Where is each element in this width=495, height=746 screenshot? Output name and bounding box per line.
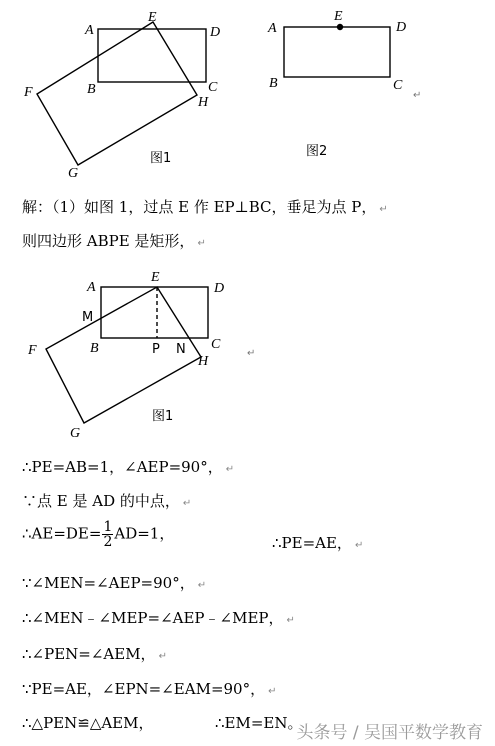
label-d: D [210,25,221,40]
mid-label-a: A [87,280,96,295]
label-f: F [24,85,33,100]
mid-label-n: N [176,342,186,357]
rectangle-abcd-mid [101,287,208,338]
step-3: ∴AE=DE= $\frac{1}{2}$ AD=1， [22,519,175,550]
step-1: ∴PE=AB=1，∠AEP=90°， ↵ [22,458,235,476]
label-e: E [148,10,157,25]
step-3-right: ∴PE=AE， ↵ [272,534,364,552]
mid-label-m: M [82,310,94,325]
mid-label-p: P [152,342,160,357]
step-7: ∵PE=AE，∠EPN=∠EAM=90°， ↵ [22,680,277,698]
label-a: A [85,23,94,38]
return-mark-mid: ↵ [247,348,256,359]
mid-label-g: G [70,426,81,441]
step-6: ∴∠PEN=∠AEM， ↵ [22,645,167,663]
mid-label-e: E [151,270,160,285]
label-b-fig2: B [269,76,278,91]
label-c: C [208,80,218,95]
solution-line-1: 解：（1）如图 1，过点 E 作 EP⊥BC，垂足为点 P， ↵ [22,198,388,216]
mid-label-h: H [198,354,209,369]
label-g: G [68,166,79,180]
middle-figure-caption: 图1 [152,409,174,424]
label-a-fig2: A [268,21,277,36]
figure-1-caption: 图1 [150,151,172,166]
label-d-fig2: D [396,20,407,35]
mid-label-f: F [28,343,37,358]
label-c-fig2: C [393,78,403,93]
mid-label-b: B [90,341,99,356]
fraction-one-half: $\frac{1}{2}$ [103,519,113,550]
mid-label-d: D [214,281,225,296]
label-h: H [198,95,209,110]
label-e-fig2: E [334,9,343,24]
watermark: 头条号 / 吴国平数学教育 [296,723,483,743]
step-8: ∴△PEN≌△AEM， [22,714,154,732]
step-8-right: ∴EM=EN。 [215,714,303,732]
return-mark-fig2: ↵ [413,90,422,101]
figure-2-caption: 图2 [306,144,328,159]
step-5: ∴∠MEN﹣∠MEP=∠AEP﹣∠MEP， ↵ [22,609,295,627]
solution-line-2: 则四边形 ABPE 是矩形， ↵ [22,232,206,250]
step-2: ∵点 E 是 AD 的中点， ↵ [22,492,192,510]
step-4: ∵∠MEN=∠AEP=90°， ↵ [22,574,207,592]
label-b: B [87,82,96,97]
mid-label-c: C [211,337,221,352]
